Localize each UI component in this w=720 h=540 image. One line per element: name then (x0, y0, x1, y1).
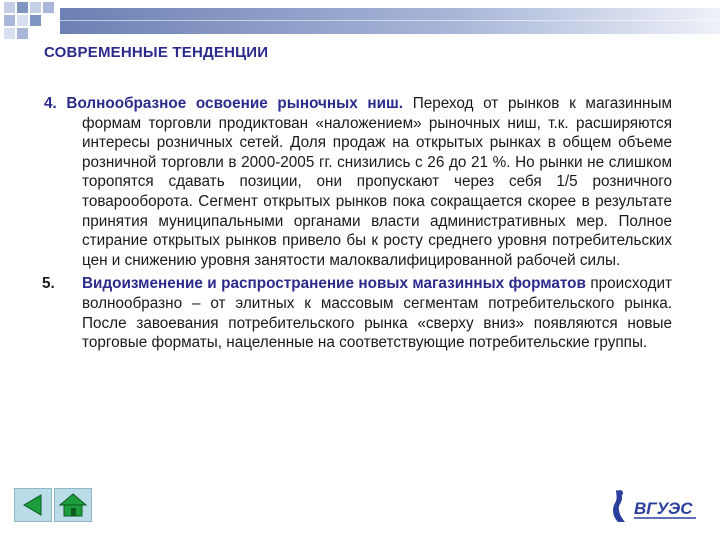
back-button[interactable] (14, 488, 52, 522)
item-4-heading: 4. Волнообразное освоение рыночных ниш. (44, 95, 404, 112)
list-item (36, 94, 672, 270)
header-decoration-band (60, 8, 720, 34)
slide-body (36, 94, 672, 357)
slide-navigation (14, 488, 92, 522)
item-4-text: Переход от рынков к магазинным формам торговли продиктован «наложением» рыночных ниш, т.к. расширяются интересы розничных сетей. Доля продаж на открытых рынках в общем объеме розничной торговли в 2000-2005 гг. снизились с 26 до 21 %. Но рынки не слишком торопятся сдавать позиции, они пропускают через себя 1/5 розничного товарооборота. Сегмент открытых рынков пока сокращается скорее в результате принятия муниципальными органами власти административных мер. Полное стирание открытых рынков привело бы к росту среднего уровня потребительских цен и снижению уровня занятости малоквалифицированной рабочей силы. (82, 95, 673, 269)
item-5-number: 5. (42, 275, 55, 293)
item-5-text: происходит волнообразно – от элитных к массовым сегментам потребительского рынка. После завоевания потребительского рынка «сверху вниз» появляются новые торговые форматы, нацеленные на соответствующие потребительские группы. (82, 275, 672, 352)
list-item (36, 274, 672, 352)
home-icon (58, 492, 88, 518)
home-button[interactable] (54, 488, 92, 522)
back-arrow-icon (21, 494, 45, 516)
slide-title: СОВРЕМЕННЫЕ ТЕНДЕНЦИИ (44, 44, 269, 61)
item-5-heading: Видоизменение и распространение новых магазинных форматов (82, 275, 586, 293)
decorative-squares (0, 0, 60, 50)
logo-text: ВГУЭС (634, 499, 693, 518)
university-logo-icon (606, 486, 702, 526)
